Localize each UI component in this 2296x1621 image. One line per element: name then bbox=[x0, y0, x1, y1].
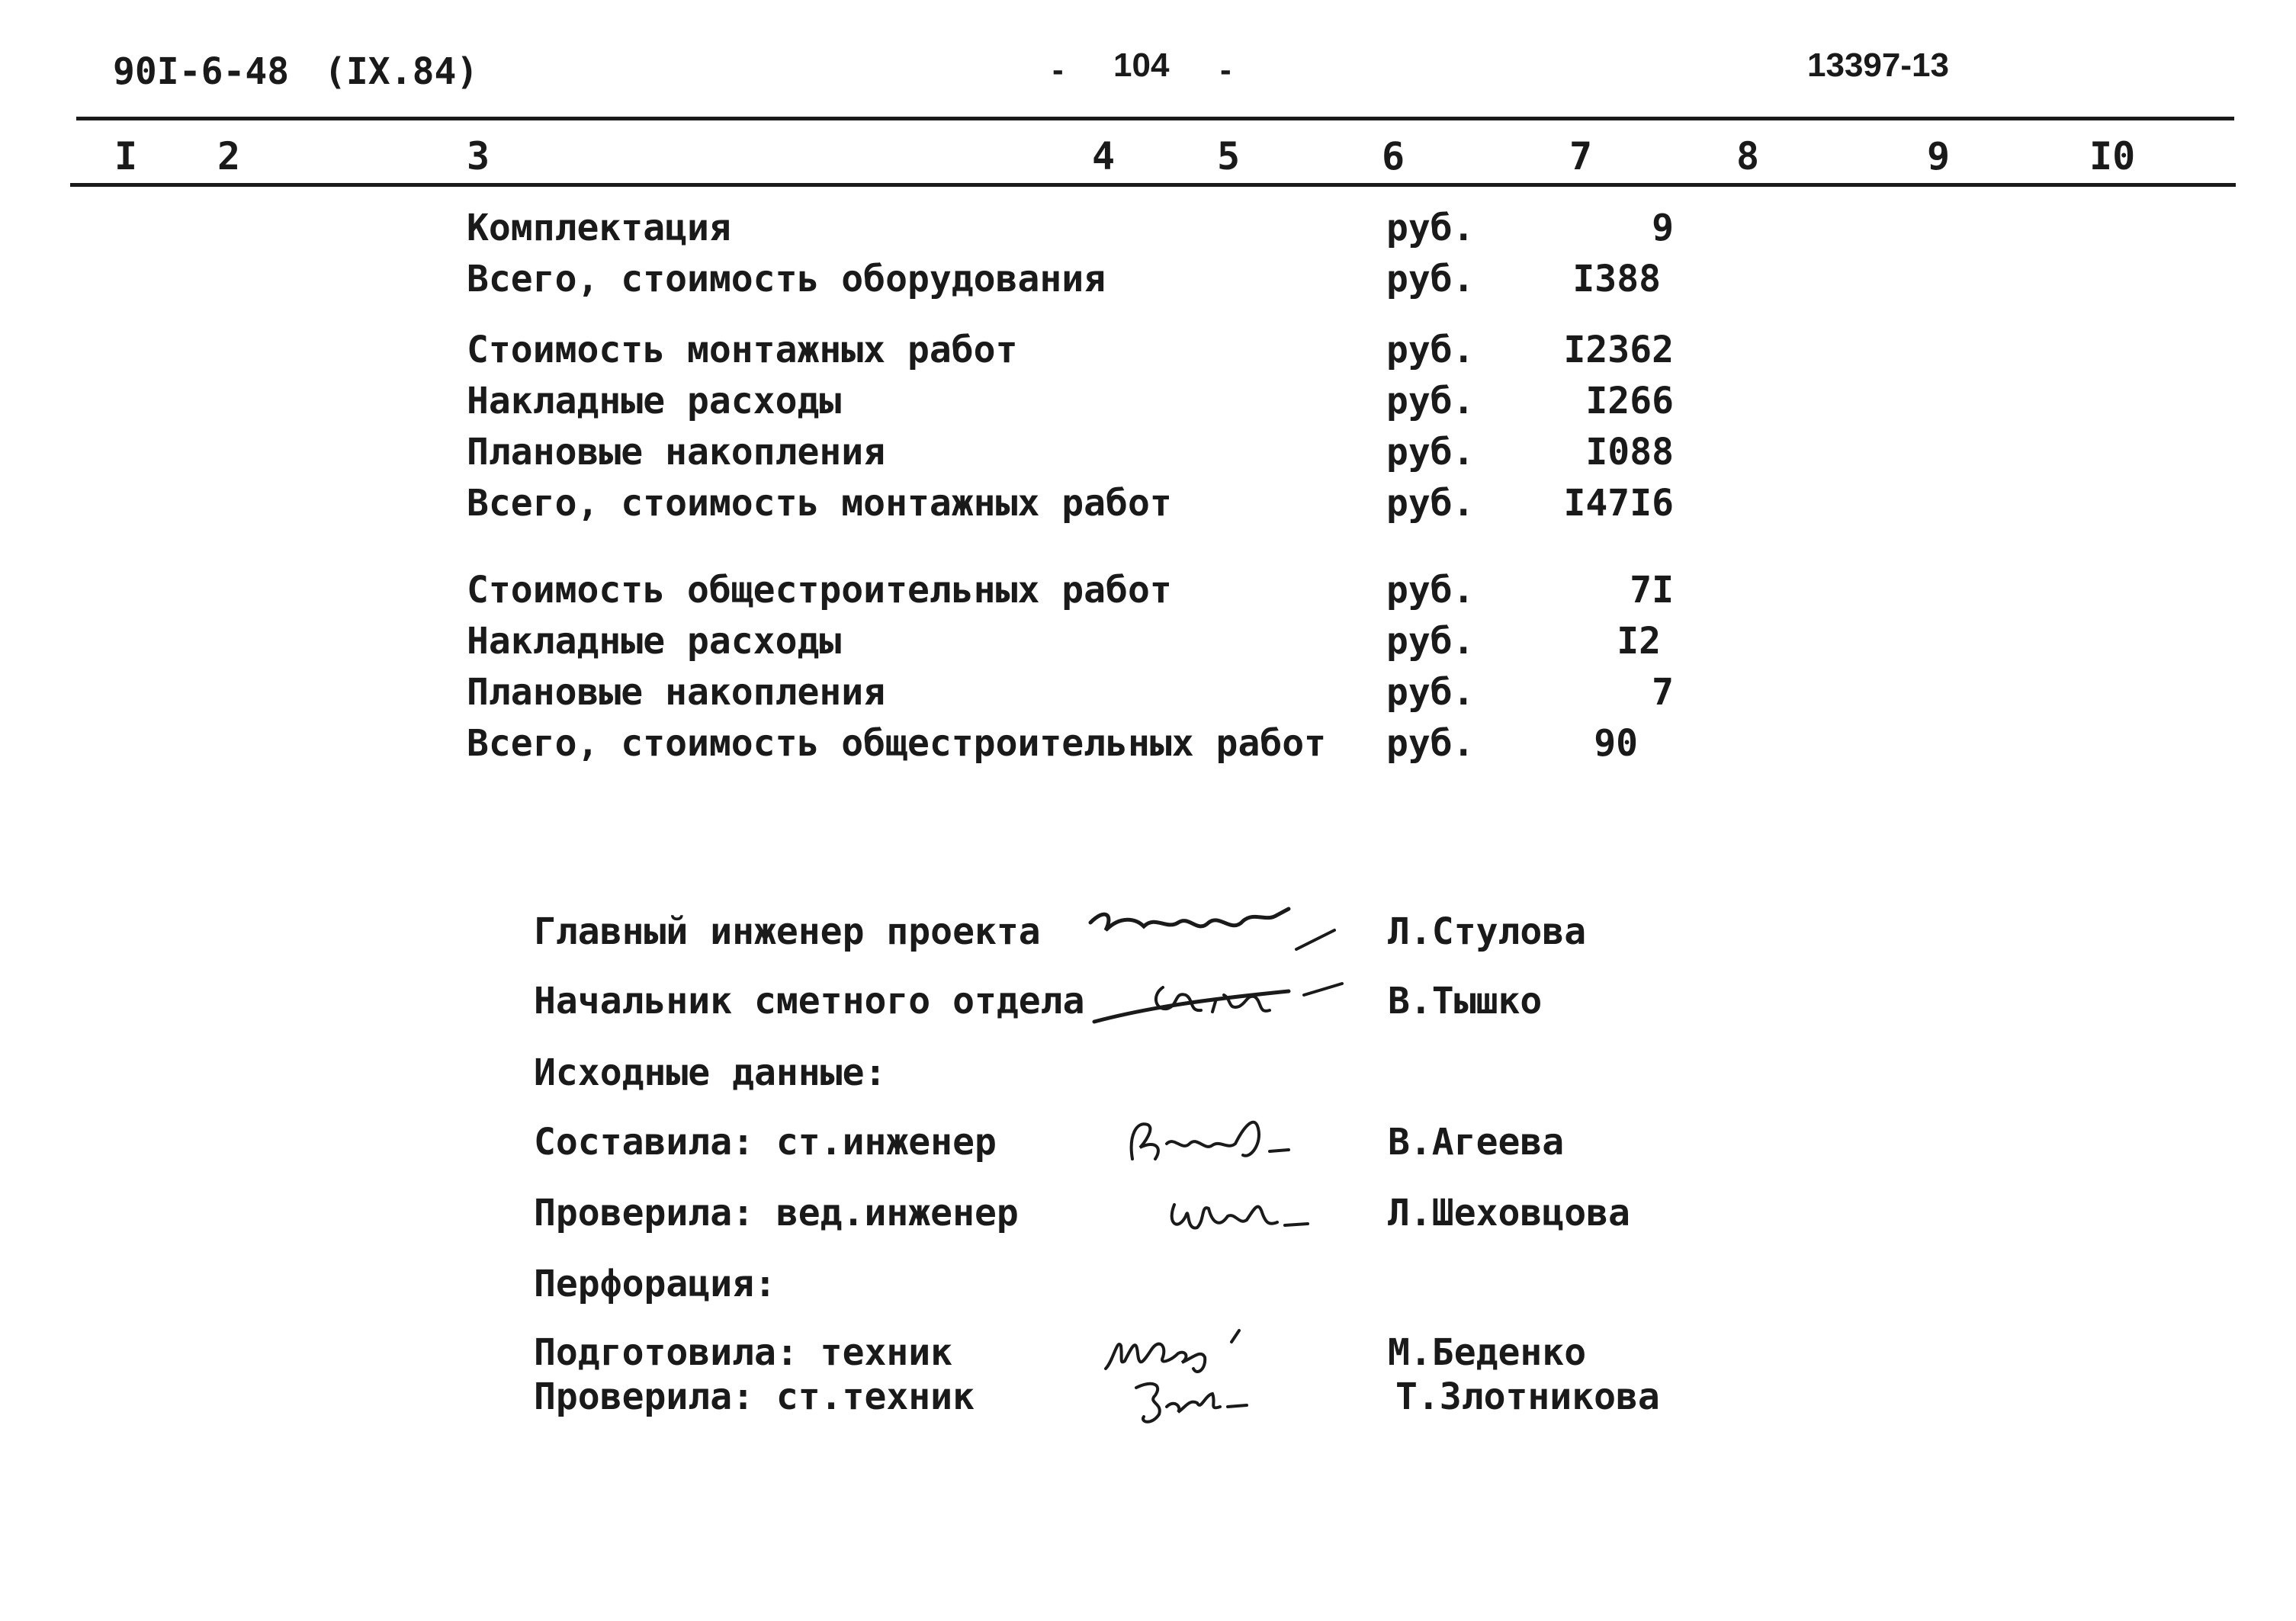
signatory-role: Главный инженер проекта bbox=[534, 910, 1041, 953]
row-value: 9 bbox=[1652, 207, 1674, 249]
signature-ageeva bbox=[1121, 1106, 1319, 1174]
signatory-name: В.Агеева bbox=[1388, 1121, 1565, 1164]
row-unit: руб. bbox=[1386, 380, 1475, 422]
signatory-role: Составила: ст.инженер bbox=[534, 1121, 997, 1164]
row-label: Плановые накопления bbox=[467, 431, 886, 473]
signatory-role: Проверила: вед.инженер bbox=[534, 1192, 1019, 1234]
sheet-code: 13397-13 bbox=[1807, 47, 1949, 84]
row-unit: руб. bbox=[1386, 258, 1475, 300]
row-label: Всего, стоимость оборудования bbox=[467, 258, 1106, 300]
page-number: 104 bbox=[1113, 47, 1170, 84]
signatory-name: В.Тышко bbox=[1388, 980, 1543, 1022]
row-value: 7I bbox=[1630, 569, 1674, 611]
signatory-name: Л.Стулова bbox=[1388, 910, 1587, 953]
column-number: 2 bbox=[217, 134, 241, 178]
row-unit: руб. bbox=[1386, 722, 1475, 765]
row-value: 90 bbox=[1594, 722, 1638, 765]
column-number: 3 bbox=[467, 134, 490, 178]
document-code: 90I-6-48 bbox=[113, 50, 290, 93]
section-label: Исходные данные: bbox=[534, 1051, 887, 1094]
row-label: Плановые накопления bbox=[467, 671, 886, 714]
row-label: Накладные расходы bbox=[467, 380, 842, 422]
signature-shekhovtsova bbox=[1159, 1178, 1334, 1247]
row-unit: руб. bbox=[1386, 431, 1475, 473]
row-unit: руб. bbox=[1386, 671, 1475, 714]
row-label: Накладные расходы bbox=[467, 620, 842, 663]
row-value: I2 bbox=[1617, 620, 1661, 663]
signatory-role: Проверила: ст.техник bbox=[534, 1375, 975, 1418]
row-value: I388 bbox=[1572, 258, 1661, 300]
row-unit: руб. bbox=[1386, 482, 1475, 525]
row-unit: руб. bbox=[1386, 207, 1475, 249]
column-number: 5 bbox=[1217, 134, 1241, 178]
row-label: Стоимость монтажных работ bbox=[467, 329, 1018, 371]
section-label: Перфорация: bbox=[534, 1263, 776, 1305]
signatory-role: Подготовила: техник bbox=[534, 1331, 953, 1374]
signatory-role: Начальник сметного отдела bbox=[534, 980, 1085, 1022]
row-value: 7 bbox=[1652, 671, 1674, 714]
row-unit: руб. bbox=[1386, 329, 1475, 371]
column-number: 9 bbox=[1927, 134, 1951, 178]
signatory-name: Т.Злотникова bbox=[1395, 1375, 1660, 1418]
column-number: 4 bbox=[1092, 134, 1116, 178]
row-label: Стоимость общестроительных работ bbox=[467, 569, 1172, 611]
revision-date: (IX.84) bbox=[324, 50, 479, 93]
row-unit: руб. bbox=[1386, 569, 1475, 611]
page-dash-left: - bbox=[1052, 51, 1064, 88]
column-number: I bbox=[114, 134, 138, 178]
row-value: I088 bbox=[1585, 431, 1674, 473]
row-label: Всего, стоимость общестроительных работ bbox=[467, 722, 1327, 765]
column-number: 7 bbox=[1569, 134, 1593, 178]
row-value: I47I6 bbox=[1563, 482, 1674, 525]
column-number: I0 bbox=[2089, 134, 2136, 178]
row-value: I2362 bbox=[1563, 329, 1674, 371]
signatory-name: М.Беденко bbox=[1388, 1331, 1587, 1374]
column-number: 6 bbox=[1382, 134, 1405, 178]
signature-zlotnikova bbox=[1129, 1365, 1296, 1441]
signature-tyshko bbox=[1090, 965, 1365, 1033]
header-bottom-rule bbox=[70, 183, 2236, 187]
header-top-rule bbox=[76, 117, 2234, 120]
column-number: 8 bbox=[1736, 134, 1760, 178]
page-dash-right: - bbox=[1220, 51, 1231, 88]
row-label: Комплектация bbox=[467, 207, 731, 249]
signature-stulova bbox=[1083, 892, 1357, 961]
signatory-name: Л.Шеховцова bbox=[1388, 1192, 1630, 1234]
row-value: I266 bbox=[1585, 380, 1674, 422]
row-label: Всего, стоимость монтажных работ bbox=[467, 482, 1172, 525]
row-unit: руб. bbox=[1386, 620, 1475, 663]
